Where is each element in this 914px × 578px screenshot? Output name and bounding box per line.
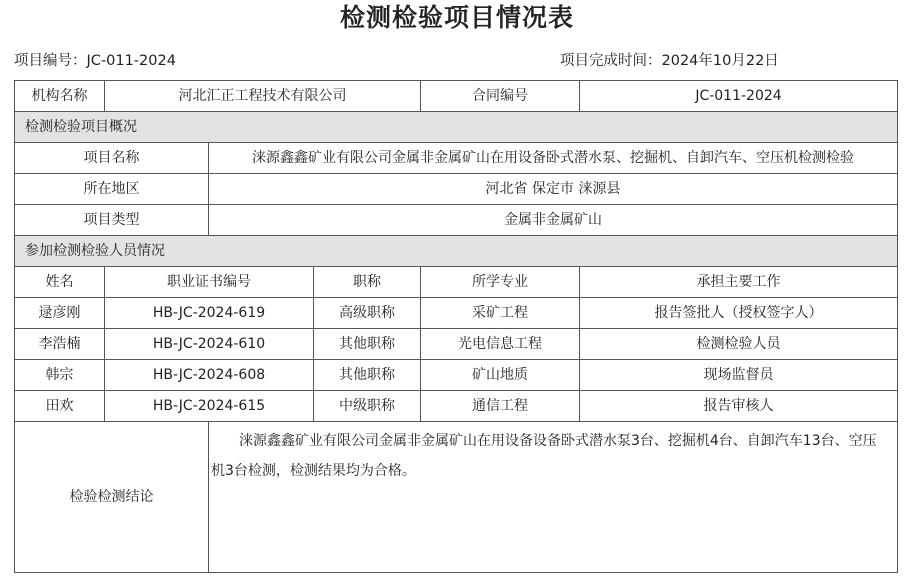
completion-date-value: 2024年10月22日 <box>661 53 779 69</box>
person-duty: 报告签批人（授权签字人） <box>580 298 898 329</box>
column-header: 职称 <box>314 267 421 298</box>
column-header: 承担主要工作 <box>580 267 898 298</box>
person-name: 韩宗 <box>15 360 105 391</box>
project-info-table <box>14 80 898 573</box>
person-title: 其他职称 <box>314 329 421 360</box>
personnel-row <box>15 360 898 391</box>
overview-section-row <box>15 112 898 143</box>
person-major: 矿山地质 <box>421 360 580 391</box>
personnel-header-row <box>15 267 898 298</box>
overview-value: 涞源鑫鑫矿业有限公司金属非金属矿山在用设备卧式潜水泵、挖掘机、自卸汽车、空压机检测检验 <box>209 143 898 174</box>
contract-value: JC-011-2024 <box>580 81 898 112</box>
project-number <box>14 51 176 71</box>
overview-value: 金属非金属矿山 <box>209 205 898 236</box>
overview-value: 河北省 保定市 涞源县 <box>209 174 898 205</box>
person-name: 李浩楠 <box>15 329 105 360</box>
page-title: 检测检验项目情况表 <box>339 3 574 32</box>
person-duty: 报告审核人 <box>580 391 898 422</box>
person-duty: 现场监督员 <box>580 360 898 391</box>
person-name: 逯彦刚 <box>15 298 105 329</box>
column-header: 职业证书编号 <box>105 267 314 298</box>
person-major: 通信工程 <box>421 391 580 422</box>
person-title: 中级职称 <box>314 391 421 422</box>
conclusion-row <box>15 422 898 573</box>
org-label: 机构名称 <box>15 81 105 112</box>
overview-section-title: 检测检验项目概况 <box>15 112 898 143</box>
project-number-value: JC-011-2024 <box>86 53 176 69</box>
person-major: 光电信息工程 <box>421 329 580 360</box>
org-row <box>15 81 898 112</box>
conclusion-text: 涞源鑫鑫矿业有限公司金属非金属矿山在用设备设备卧式潜水泵3台、挖掘机4台、自卸汽车13台、空压机3台检测，检测结果均为合格。 <box>211 433 877 479</box>
person-cert-no: HB-JC-2024-610 <box>105 329 314 360</box>
overview-label: 项目名称 <box>15 143 209 174</box>
column-header: 所学专业 <box>421 267 580 298</box>
overview-row <box>15 174 898 205</box>
completion-date <box>560 51 779 71</box>
personnel-row <box>15 329 898 360</box>
personnel-section-row <box>15 236 898 267</box>
overview-row <box>15 205 898 236</box>
overview-label: 项目类型 <box>15 205 209 236</box>
org-value: 河北汇正工程技术有限公司 <box>105 81 421 112</box>
person-name: 田欢 <box>15 391 105 422</box>
person-title: 其他职称 <box>314 360 421 391</box>
conclusion-cell <box>209 422 898 573</box>
person-cert-no: HB-JC-2024-608 <box>105 360 314 391</box>
project-number-label: 项目编号： <box>14 53 87 69</box>
person-title: 高级职称 <box>314 298 421 329</box>
conclusion-label: 检验检测结论 <box>15 422 209 573</box>
personnel-row <box>15 391 898 422</box>
person-cert-no: HB-JC-2024-619 <box>105 298 314 329</box>
overview-row <box>15 143 898 174</box>
person-major: 采矿工程 <box>421 298 580 329</box>
personnel-section-title: 参加检测检验人员情况 <box>15 236 898 267</box>
personnel-row <box>15 298 898 329</box>
completion-date-label: 项目完成时间： <box>560 53 662 69</box>
person-duty: 检测检验人员 <box>580 329 898 360</box>
column-header: 姓名 <box>15 267 105 298</box>
overview-label: 所在地区 <box>15 174 209 205</box>
contract-label: 合同编号 <box>421 81 580 112</box>
person-cert-no: HB-JC-2024-615 <box>105 391 314 422</box>
